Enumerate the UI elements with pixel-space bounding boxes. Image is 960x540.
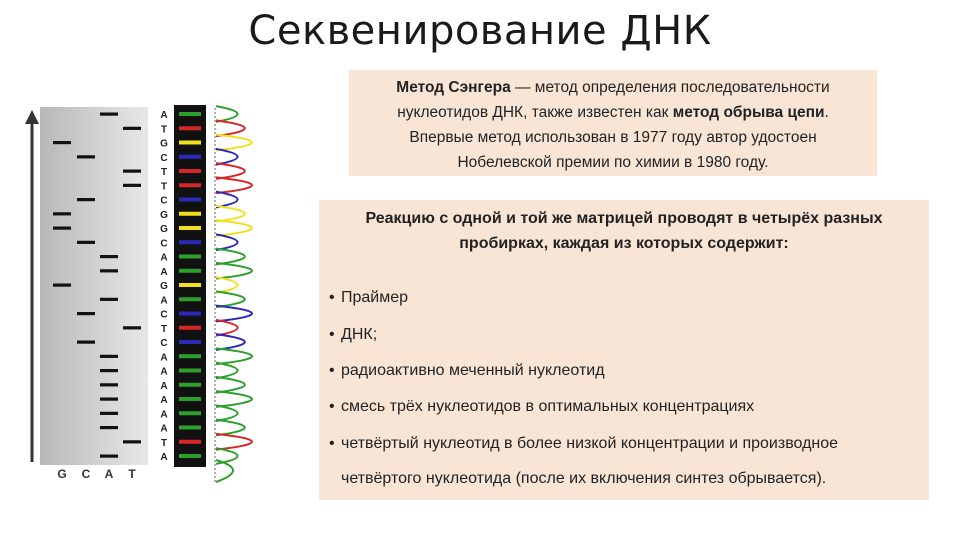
reaction-heading-line-2: пробирках, каждая из которых содержит: <box>459 235 789 252</box>
gel-band-T <box>123 184 141 187</box>
lane-label-T: T <box>128 467 136 481</box>
color-bar-T <box>179 183 201 187</box>
color-bar-A <box>179 397 201 401</box>
color-bar-C <box>179 240 201 244</box>
sequence-letter: G <box>160 209 168 221</box>
color-bar-A <box>179 426 201 430</box>
gel-band-T <box>123 127 141 130</box>
color-bar-A <box>179 454 201 458</box>
gel-band-A <box>100 455 118 458</box>
trace-peak-T <box>216 177 252 193</box>
list-item-dna: • ДНК; <box>329 326 378 343</box>
trace-peak-T <box>216 163 245 179</box>
info-line-3: Впервые метод использован в 1977 году автор удостоен <box>409 129 817 146</box>
sequence-letter: C <box>160 195 168 207</box>
color-bar-T <box>179 126 201 130</box>
info-line-4: Нобелевской премии по химии в 1980 году. <box>457 154 769 171</box>
color-bar-C <box>179 340 201 344</box>
sanger-info-box <box>349 70 877 176</box>
trace-peak-T <box>216 434 252 450</box>
sequence-letter: A <box>160 295 168 307</box>
sequence-letter: A <box>160 366 168 378</box>
lane-labels <box>57 467 136 481</box>
gel-band-T <box>123 326 141 329</box>
sequence-letter: A <box>160 110 168 121</box>
gel-band-G <box>53 212 71 215</box>
gel-band-T <box>123 170 141 173</box>
color-bar-A <box>179 255 201 259</box>
color-bar-C <box>179 198 201 202</box>
info-line-1: Метод Сэнгера — метод определения последовательности <box>396 79 830 96</box>
color-bar-C <box>179 312 201 316</box>
gel-band-G <box>53 141 71 144</box>
sequence-letter: G <box>160 138 168 150</box>
sequence-letter: C <box>160 152 168 164</box>
sequence-letter: A <box>160 409 168 421</box>
sequence-letter: A <box>160 395 168 406</box>
trace-peak-G <box>216 135 252 151</box>
gel-band-A <box>100 255 118 258</box>
reaction-box <box>319 200 929 500</box>
trace-peak-C <box>216 334 245 350</box>
trace-peak-G <box>216 220 252 236</box>
color-bar-A <box>179 112 201 116</box>
sequence-letter: A <box>160 352 168 364</box>
sequence-letter: T <box>160 167 168 178</box>
gel-band-C <box>77 155 95 158</box>
sequence-letter: T <box>160 181 168 193</box>
gel-band-A <box>100 398 118 401</box>
color-bar-G <box>179 141 201 145</box>
trace-peak-G <box>216 206 245 222</box>
color-bar-A <box>179 383 201 387</box>
lane-label-C: C <box>81 467 91 481</box>
color-bar-G <box>179 283 201 287</box>
trace-peak-A <box>216 377 245 393</box>
color-bar-C <box>179 155 201 159</box>
color-bar-A <box>179 354 201 358</box>
trace-peak-A <box>216 405 238 421</box>
gel-band-C <box>77 341 95 344</box>
color-bar-T <box>179 169 201 173</box>
sequence-letters <box>160 110 168 463</box>
sequence-letter: C <box>160 238 168 250</box>
page-title: Секвенирование ДНК <box>248 8 712 54</box>
trace-peak-C <box>216 306 252 322</box>
gel-band-C <box>77 241 95 244</box>
gel-band-A <box>100 113 118 116</box>
color-bar-A <box>179 411 201 415</box>
trace-peak-T <box>216 320 238 336</box>
info-line-2: нуклеотидов ДНК, также известен как метод обрыва цепи. <box>397 104 829 121</box>
sequence-letter: T <box>160 124 168 136</box>
sequence-letter: A <box>160 452 168 463</box>
color-bar-T <box>179 326 201 330</box>
gel-band-A <box>100 298 118 301</box>
gel-band-T <box>123 440 141 443</box>
trace-peak-C <box>216 234 238 250</box>
trace-peak-A <box>216 420 245 436</box>
list-item-fourth-nucleotide: • четвёртый нуклеотид в более низкой концентрации и производное <box>329 435 839 452</box>
gel-band-A <box>100 355 118 358</box>
chromatogram-traces <box>216 106 252 482</box>
gel-band-C <box>77 312 95 315</box>
sequence-letter: T <box>160 437 168 449</box>
trace-peak-C <box>216 149 238 165</box>
list-item-continuation: четвёртого нуклеотида (после их включения синтез обрывается). <box>341 470 827 487</box>
sequence-letter: T <box>160 323 168 335</box>
arrow-head-icon <box>25 110 39 124</box>
gel-band-A <box>100 383 118 386</box>
sequence-letter: A <box>160 423 168 435</box>
sequence-letter: A <box>160 380 168 392</box>
gel-band-A <box>100 269 118 272</box>
list-item-nucleotide-mix: • смесь трёх нуклеотидов в оптимальных концентрациях <box>329 398 755 415</box>
color-bar-A <box>179 297 201 301</box>
trace-peak-A <box>216 106 238 122</box>
trace-peak-A <box>216 291 245 307</box>
sequence-letter: C <box>160 309 168 321</box>
sequence-letter: A <box>160 266 168 278</box>
gel-band-C <box>77 198 95 201</box>
trace-peak-C <box>216 192 238 208</box>
color-bar-G <box>179 212 201 216</box>
sequence-letter: C <box>160 338 168 349</box>
color-bar-A <box>179 369 201 373</box>
sequencing-gel-figure <box>0 0 320 540</box>
gel-band-A <box>100 426 118 429</box>
list-item-primer: • Праймер <box>329 289 409 306</box>
lane-label-A: A <box>104 467 114 481</box>
trace-peak-A <box>216 348 252 364</box>
trace-peak-A <box>216 391 252 407</box>
trace-peak-G <box>216 277 238 293</box>
list-item-labeled-nucleotide: • радиоактивно меченный нуклеотид <box>329 362 605 379</box>
trace-peak-A <box>216 363 238 379</box>
gel-band-A <box>100 369 118 372</box>
gel-band-A <box>100 412 118 415</box>
gel-band-G <box>53 227 71 230</box>
color-bar-A <box>179 269 201 273</box>
color-bar-G <box>179 226 201 230</box>
reaction-heading-line-1: Реакцию с одной и той же матрицей проводят в четырёх разных <box>365 210 883 227</box>
lane-label-G: G <box>57 467 67 481</box>
trace-peak-A <box>216 263 252 279</box>
sequence-letter: A <box>160 252 168 264</box>
trace-peak-A <box>216 249 245 265</box>
trace-peak-T <box>216 120 245 136</box>
sequence-letter: G <box>160 224 168 235</box>
sequence-letter: G <box>160 281 168 292</box>
gel-band-G <box>53 284 71 287</box>
color-bar-T <box>179 440 201 444</box>
